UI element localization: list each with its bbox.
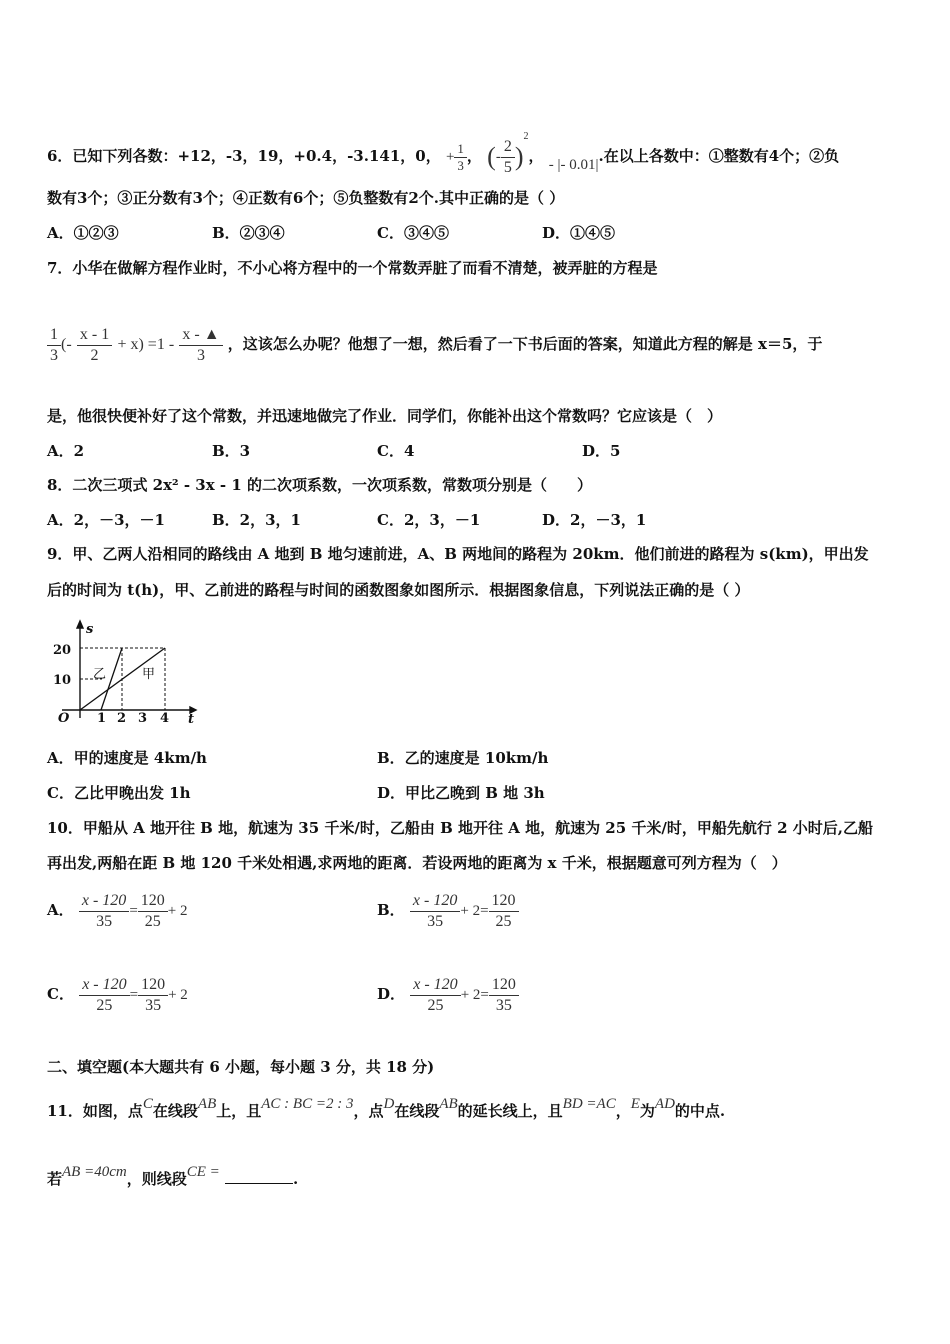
q8-option-d[interactable]: D．2，－3，1 <box>542 511 647 529</box>
q6-left-paren: ( <box>487 142 496 171</box>
q9-line2: 后的时间为 t(h)，甲、乙前进的路程与时间的函数图象如图所示．根据图象信息，下列说法正确的是（ ） <box>47 581 750 599</box>
q9-xtick-4: 4 <box>160 711 170 726</box>
q9-origin: O <box>58 711 70 726</box>
q6-line1: 6．已知下列各数：+12，-3，19，+0.4，-3.141，0， + $\frac{1}{3}$ ， (- $\frac{2}{5}$ )$^2$， - |- 0.01|.在以上各数中：①整数有4个；②负 <box>47 131 840 176</box>
q8-option-a[interactable]: A．2，－3，－1 <box>47 511 165 529</box>
q10-line1: 10．甲船从 A 地开往 B 地，航速为 35 千米/时，乙船由 B 地开往 A 地，航速为 25 千米/时，甲船先航行 2 小时后,乙船 <box>47 819 873 837</box>
q7-line1: 7．小华在做解方程作业时，不小心将方程中的一个常数弄脏了而看不清楚，被弄脏的方程是 <box>47 259 658 277</box>
q10-b-label: B． <box>377 901 405 919</box>
q8-option-b[interactable]: B．2，3，1 <box>212 511 301 529</box>
q9-line1: 9．甲、乙两人沿相同的路线由 A 地到 B 地匀速前进，A、B 两地间的路程为 20km．他们前进的路程为 s(km)，甲出发 <box>47 545 869 563</box>
q6-exponent: 2 <box>523 131 529 142</box>
q6-option-b[interactable]: B．②③④ <box>212 224 285 242</box>
q6-abs-expr: - |- 0.01| <box>548 157 599 173</box>
q9-xtick-3: 3 <box>138 711 148 726</box>
q11-segment-ab: AB <box>197 1096 217 1112</box>
q10-c-plus: + 2 <box>168 987 188 1003</box>
q6-option-d[interactable]: D．①④⑤ <box>542 224 616 242</box>
q9-graph <box>50 618 200 728</box>
q10-b-eq: = <box>480 903 489 919</box>
q7-after-eq: ，这该怎么办呢？他想了一想，然后看了一下书后面的答案，知道此方程的解是 x＝5，于 <box>227 335 823 353</box>
q11-bd-eq: BD =AC <box>562 1096 616 1112</box>
q7-option-b[interactable]: B．3 <box>212 442 251 460</box>
q7-option-c[interactable]: C．4 <box>377 442 415 460</box>
q8-option-c[interactable]: C．2，3，－1 <box>377 511 481 529</box>
q11-point-d: D <box>383 1096 395 1112</box>
q9-option-d[interactable]: D．甲比乙晚到 B 地 3h <box>377 784 545 802</box>
q10-option-c[interactable] <box>47 972 188 1016</box>
q10-option-b[interactable] <box>377 888 519 932</box>
q6-fraction-two-fifths: $\frac{2}{5}$ <box>501 137 515 178</box>
q10-b-plus: + 2 <box>460 903 481 919</box>
q11-line2: 若AB =40cm，则线段CE = . <box>47 1164 299 1188</box>
q9-y-label: s <box>86 622 94 637</box>
q10-d-label: D． <box>377 985 406 1003</box>
q11-segment-ab-2: AB <box>439 1096 458 1112</box>
q6-tail: .在以上各数中：①整数有4个；②负 <box>598 147 840 165</box>
q10-d-frac1: $\frac{x - 120}{25}$ <box>410 975 460 1016</box>
q10-c-frac1: $\frac{x - 120}{25}$ <box>79 975 129 1016</box>
q10-line2: 再出发,两船在距 B 地 120 千米处相遇,求两地的距离．若设两地的距离为 x 千米，根据题意可列方程为（ ） <box>47 854 787 872</box>
q7-equation-line: $\frac{1}{3}$ (- $\frac{x - 1}{2}$ + x) =1 - $\frac{x - ▲}{3}$ ，这该怎么办呢？他想了一想，然后看了一下书后面的答案，知道此方程的解是 x＝5，于 <box>47 322 822 366</box>
q10-c-frac2: $\frac{120}{35}$ <box>138 975 168 1016</box>
q11-segment-ad: AD <box>654 1096 675 1112</box>
q10-a-eq: = <box>129 903 138 919</box>
q9-ytick-20: 20 <box>53 643 72 658</box>
q6-option-a[interactable]: A．①②③ <box>47 224 119 242</box>
q10-c-label: C． <box>47 985 74 1003</box>
q7-line3: 是，他很快便补好了这个常数，并迅速地做完了作业．同学们，你能补出这个常数吗？它应该是（ ） <box>47 407 723 425</box>
q11-point-e: E <box>630 1096 640 1112</box>
q6-right-paren: ) <box>514 142 524 171</box>
q10-option-d[interactable] <box>377 972 519 1016</box>
q7-frac-right: $\frac{x - ▲}{3}$ <box>179 325 222 366</box>
q8-line1: 8．二次三项式 2x² - 3x - 1 的二次项系数，一次项系数，常数项分别是（ ） <box>47 476 592 494</box>
q10-d-plus: + 2 <box>460 987 481 1003</box>
q6-fraction-third: $\frac{1}{3}$ <box>454 141 467 174</box>
q9-label-jia: 甲 <box>142 667 156 682</box>
q7-eq-mid: + x) =1 - <box>117 336 175 353</box>
q7-frac-one-third: $\frac{1}{3}$ <box>47 325 61 366</box>
q6-plus-sign: + <box>445 149 455 165</box>
q11-answer-blank[interactable] <box>225 1169 293 1184</box>
q9-option-b[interactable]: B．乙的速度是 10km/h <box>377 749 549 767</box>
q10-b-frac2: $\frac{120}{25}$ <box>489 891 519 932</box>
q9-y-arrow <box>77 621 83 628</box>
q10-a-label: A． <box>47 901 74 919</box>
q9-xtick-2: 2 <box>117 711 127 726</box>
q9-option-a[interactable]: A．甲的速度是 4km/h <box>47 749 207 767</box>
q9-label-yi: 乙 <box>93 667 107 682</box>
q10-c-eq: = <box>129 987 139 1003</box>
q11-ce-eq: CE = <box>186 1164 220 1180</box>
q7-option-d[interactable]: D．5 <box>582 442 621 460</box>
q10-b-frac1: $\frac{x - 120}{35}$ <box>410 891 460 932</box>
q7-option-a[interactable]: A．2 <box>47 442 85 460</box>
q10-a-frac2: $\frac{120}{25}$ <box>138 891 168 932</box>
q11-ratio: AC : BC =2 : 3 <box>261 1096 354 1112</box>
q10-d-frac2: $\frac{120}{35}$ <box>489 975 519 1016</box>
q9-x-label: t <box>188 712 195 727</box>
q6-line2: 数有3个；③正分数有3个；④正数有6个；⑤负整数有2个.其中正确的是（ ） <box>47 189 565 207</box>
q10-option-a[interactable] <box>47 888 188 932</box>
q9-option-c[interactable]: C．乙比甲晚出发 1h <box>47 784 191 802</box>
section2-title: 二、填空题(本大题共有 6 小题，每小题 3 分，共 18 分) <box>47 1058 435 1076</box>
q10-d-eq: = <box>480 987 489 1003</box>
q7-frac-inner: $\frac{x - 1}{2}$ <box>77 325 112 366</box>
q9-ytick-10: 10 <box>53 673 72 688</box>
q6-option-c[interactable]: C．③④⑤ <box>377 224 449 242</box>
q10-a-plus: + 2 <box>167 903 188 919</box>
q10-a-frac1: $\frac{x - 120}{35}$ <box>79 891 129 932</box>
q6-lead: 6．已知下列各数：+12，-3，19，+0.4，-3.141，0， <box>47 147 441 165</box>
q9-xtick-1: 1 <box>97 711 107 726</box>
q11-ab-40cm: AB =40cm <box>62 1164 127 1180</box>
q6-minus: - <box>495 149 501 165</box>
q11-line1: 11．如图，点C在线段AB上，且AC : BC =2 : 3，点D在线段AB的延长线上，且BD =AC，E为AD的中点. <box>47 1096 726 1120</box>
q11-point-c: C <box>142 1096 153 1112</box>
